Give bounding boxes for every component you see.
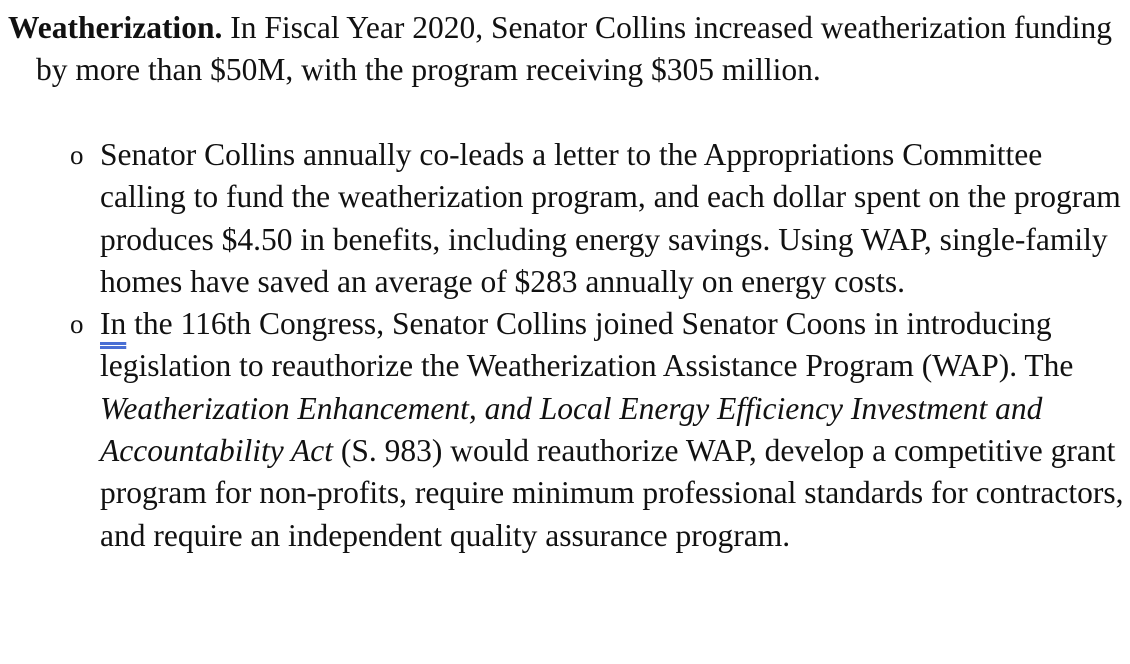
bullet-marker: o xyxy=(70,140,84,170)
section-heading: Weatherization. xyxy=(8,10,223,45)
intro-text: In Fiscal Year 2020, Senator Collins increased weatherization funding by more than $50M, with the program receiving $305 million. xyxy=(36,10,1113,88)
list-item xyxy=(0,134,1125,303)
list-item xyxy=(0,303,1125,557)
bullet-marker: o xyxy=(70,309,84,340)
bullet-list xyxy=(0,134,1125,557)
bullet-text-end: (S. 983) would reauthorize WAP, develop a competitive grant program for non-profits, require minimum professional standards for contractors, and require an independent quality assurance program. xyxy=(100,433,1124,553)
flagged-word[interactable]: In xyxy=(100,306,127,342)
act-title: Weatherization Enhancement, and Local Energy Efficiency Investment and Accountability Act xyxy=(100,390,1043,469)
bullet-text: Senator Collins annually co-leads a letter to the Appropriations Committee calling to fund the weatherization program, and each dollar spent on the program produces $4.50 in benefits, including energy savings. Using WAP, single-family homes have saved an average of $283 annually on energy costs. xyxy=(100,137,1121,299)
bullet-text: the 116th Congress, Senator Collins joined Senator Coons in introducing legislation to reauthorize the Weatherization Assistance Program (WAP). The xyxy=(100,306,1074,384)
intro-paragraph xyxy=(8,7,1130,92)
